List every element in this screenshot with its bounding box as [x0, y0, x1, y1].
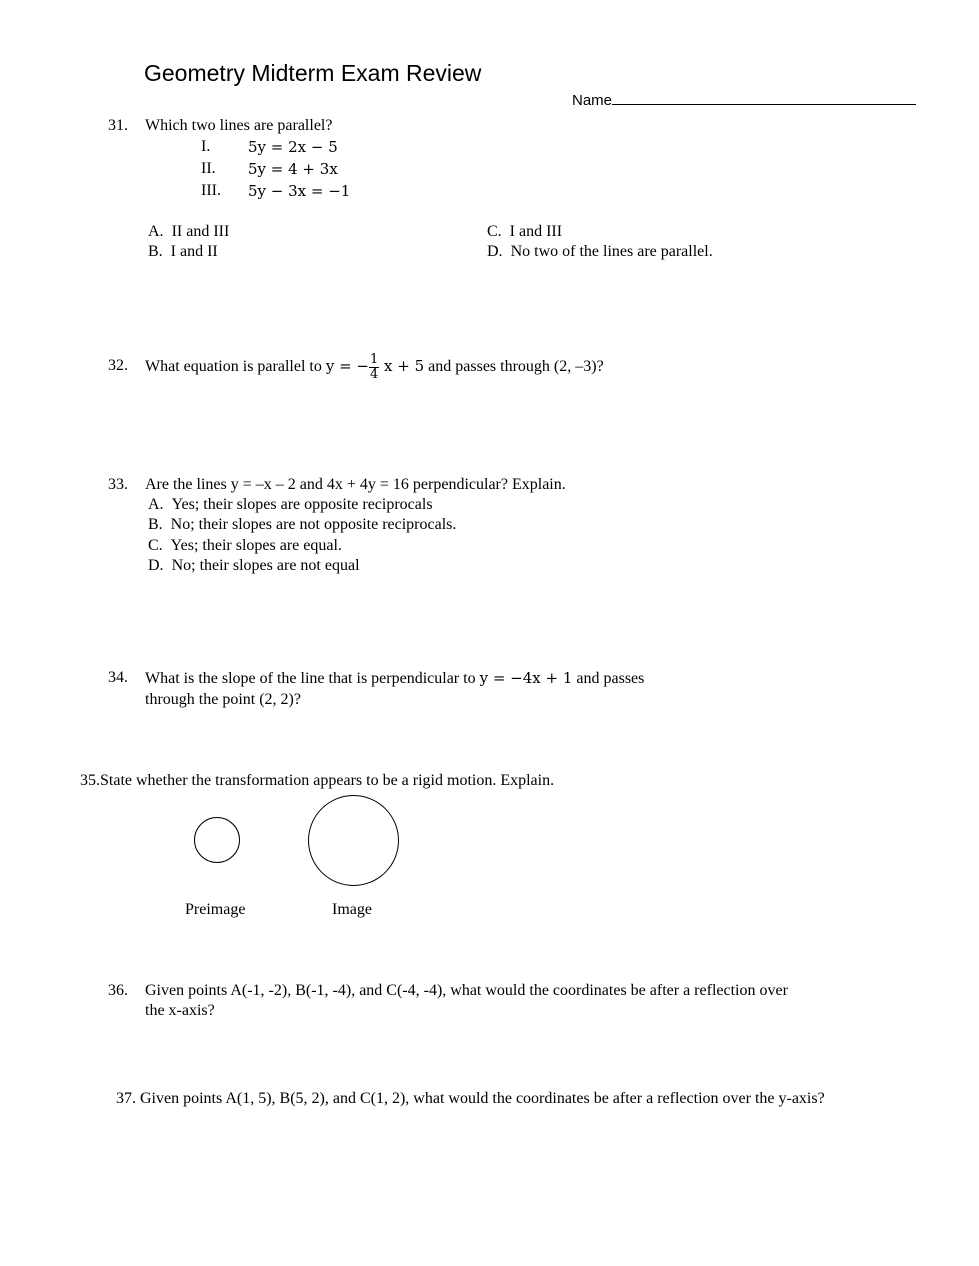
- q33-number: 33.: [108, 476, 128, 493]
- q31-line-1-roman: I.: [201, 138, 211, 155]
- q35-text: 35.State whether the transformation appears to be a rigid motion. Explain.: [80, 772, 555, 789]
- choice-letter: C.: [148, 537, 163, 554]
- q33-choice-a[interactable]: [148, 495, 433, 515]
- q32-prefix: What equation is parallel to: [145, 358, 322, 375]
- q34-suffix: and passes: [576, 670, 645, 687]
- q32-text: [145, 344, 604, 389]
- choice-text: No; their slopes are not opposite reciprocals.: [170, 516, 457, 533]
- image-label: Image: [332, 901, 372, 918]
- q36-text-line-1: Given points A(-1, -2), B(-1, -4), and C(-4, -4), what would the coordinates be after a reflection over: [145, 982, 788, 999]
- q31-choice-a[interactable]: [148, 222, 229, 242]
- q32-fraction: [369, 353, 379, 382]
- image-circle: [308, 795, 399, 886]
- q33-choice-b[interactable]: [148, 515, 456, 535]
- q31-line-2-roman: II.: [201, 160, 216, 177]
- q32-eq-rhs: x + 5: [384, 357, 425, 375]
- q36-text-line-2: the x-axis?: [145, 1002, 215, 1019]
- q31-number: 31.: [108, 117, 128, 134]
- q31-text: Which two lines are parallel?: [145, 117, 333, 134]
- q34-equation: y = −4x + 1: [479, 669, 573, 687]
- q32-number: 32.: [108, 357, 128, 374]
- q34-text-line-1: [145, 668, 644, 689]
- preimage-label: Preimage: [185, 901, 246, 918]
- q36-number: 36.: [108, 982, 128, 999]
- choice-text: No two of the lines are parallel.: [510, 243, 713, 260]
- choice-letter: A.: [148, 223, 164, 240]
- choice-text: No; their slopes are not equal: [171, 557, 360, 574]
- name-label: Name: [572, 92, 613, 109]
- q31-choice-d[interactable]: [487, 242, 713, 262]
- q31-line-2-equation: 5y = 4 + 3x: [248, 160, 338, 178]
- choice-letter: B.: [148, 516, 163, 533]
- q34-number: 34.: [108, 669, 128, 686]
- name-field[interactable]: [572, 90, 916, 111]
- q31-choice-c[interactable]: [487, 222, 562, 242]
- choice-letter: D.: [487, 243, 503, 260]
- page-title: Geometry Midterm Exam Review: [144, 60, 482, 86]
- choice-letter: B.: [148, 243, 163, 260]
- q32-suffix: and passes through (2, –3)?: [428, 358, 604, 375]
- q33-text: Are the lines y = –x – 2 and 4x + 4y = 16 perpendicular? Explain.: [145, 476, 566, 493]
- q31-choice-b[interactable]: [148, 242, 218, 262]
- fraction-numerator: 1: [369, 351, 379, 367]
- choice-text: Yes; their slopes are opposite reciprocals: [171, 496, 433, 513]
- choice-text: Yes; their slopes are equal.: [170, 537, 342, 554]
- choice-letter: A.: [148, 496, 164, 513]
- choice-text: II and III: [171, 223, 230, 240]
- fraction-denominator: 4: [369, 366, 379, 382]
- q32-equation: [325, 351, 425, 382]
- q34-text-line-2: through the point (2, 2)?: [145, 691, 301, 708]
- preimage-circle: [194, 817, 240, 863]
- q31-line-1-equation: 5y = 2x − 5: [248, 138, 338, 156]
- choice-text: I and II: [170, 243, 218, 260]
- q33-choice-d[interactable]: [148, 556, 360, 576]
- choice-letter: C.: [487, 223, 502, 240]
- q33-choice-c[interactable]: [148, 536, 342, 556]
- q32-eq-lhs: y = −: [325, 357, 369, 375]
- choice-letter: D.: [148, 557, 164, 574]
- q34-prefix: What is the slope of the line that is perpendicular to: [145, 670, 476, 687]
- choice-text: I and III: [509, 223, 563, 240]
- name-underline: [612, 90, 916, 105]
- q31-line-3-equation: 5y − 3x = −1: [248, 182, 351, 200]
- q31-line-3-roman: III.: [201, 182, 221, 199]
- q37-text: 37. Given points A(1, 5), B(5, 2), and C(1, 2), what would the coordinates be after a reflection over the y-axis?: [116, 1090, 825, 1107]
